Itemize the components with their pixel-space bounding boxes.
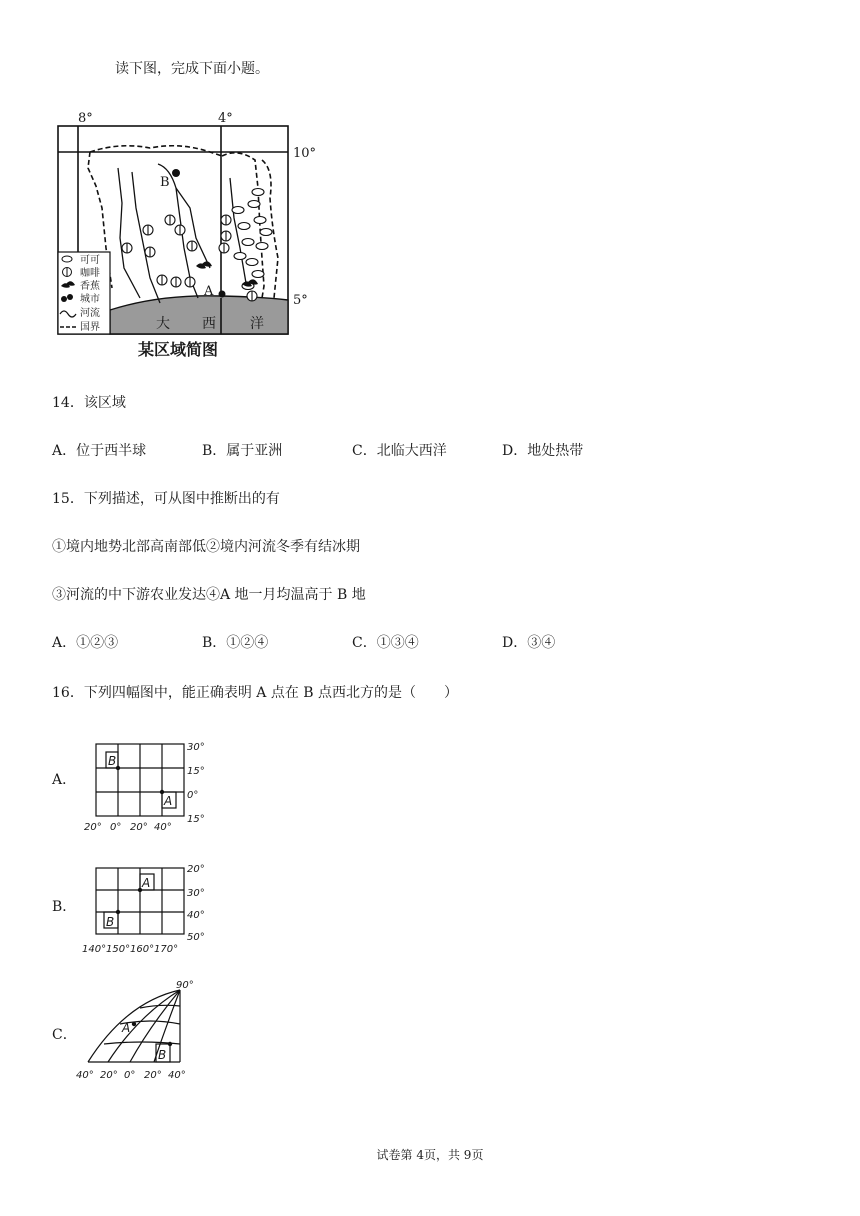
fig-b-lat-3: 40°	[187, 910, 205, 921]
fig-c-pole-label: 90°	[176, 980, 194, 991]
fig-a-point-a: A	[164, 794, 173, 808]
fig-a-lon-1: 20°	[84, 822, 102, 833]
q15-stem: 15．下列描述，可从图中推断出的有	[52, 491, 280, 507]
fig-c-lon-1: 40°	[76, 1070, 94, 1081]
q15-option-d[interactable]: D．③④	[502, 635, 556, 651]
ocean-char-3: 洋	[250, 316, 264, 332]
q15-option-a[interactable]: A．①②③	[52, 635, 119, 651]
point-b-label: B	[160, 175, 170, 190]
fig-c-point-b: B	[158, 1048, 167, 1062]
fig-b-lat-2: 30°	[187, 888, 205, 899]
fig-c-lon-4: 20°	[144, 1070, 162, 1081]
country-borders	[88, 146, 278, 298]
fig-b-point-b: B	[106, 915, 115, 929]
lat-10-label: 10°	[293, 146, 317, 161]
legend-coffee: 咖啡	[80, 268, 100, 279]
region-map	[50, 108, 330, 364]
fig-b-lon-3: 160°	[130, 944, 155, 955]
fig-b-lat-1: 20°	[187, 864, 205, 875]
q16-figure-c	[76, 982, 216, 1086]
q14-option-b[interactable]: B．属于亚洲	[202, 443, 283, 459]
fig-c-lon-5: 40°	[168, 1070, 186, 1081]
q15-statements-2: ③河流的中下游农业发达④A 地一月均温高于 B 地	[52, 587, 366, 603]
fig-a-lon-3: 20°	[130, 822, 148, 833]
q14-option-a[interactable]: A．位于西半球	[52, 443, 147, 459]
fig-c-lon-2: 20°	[100, 1070, 118, 1081]
legend-cocoa: 可可	[80, 255, 100, 266]
coffee-icon	[63, 268, 72, 277]
q16-option-c[interactable]: C．	[52, 1027, 77, 1043]
legend-banana: 香蕉	[80, 281, 100, 292]
fig-c-point-a: A	[122, 1021, 131, 1035]
fig-c-lon-3: 0°	[124, 1070, 136, 1081]
q16-option-a[interactable]: A．	[52, 772, 77, 788]
q16-option-b[interactable]: B．	[52, 899, 77, 915]
map-legend	[58, 252, 110, 334]
legend-city: 城市	[80, 294, 100, 305]
lon-4-label: 4°	[218, 111, 233, 126]
map-caption: 某区域简图	[138, 340, 219, 359]
q16-stem: 16．下列四幅图中，能正确表明 A 点在 B 点西北方的是（ ）	[52, 685, 459, 701]
cocoa-icon	[62, 256, 72, 262]
q14-stem: 14．该区域	[52, 395, 126, 411]
fig-a-lat-2: 15°	[187, 766, 205, 777]
intro-text: 读下图，完成下面小题。	[115, 61, 269, 77]
page-footer: 试卷第 4页，共 9页	[376, 1148, 484, 1162]
fig-a-lat-4: 15°	[187, 814, 205, 825]
q16-figure-a	[80, 738, 220, 836]
city-a	[219, 291, 226, 298]
legend-river: 河流	[80, 308, 100, 319]
fig-b-lon-4: 170°	[154, 944, 179, 955]
lat-5-label: 5°	[293, 293, 308, 308]
legend-border: 国界	[80, 322, 100, 333]
ocean-char-2: 西	[202, 316, 216, 332]
fig-a-lat-1: 30°	[187, 742, 205, 753]
fig-b-lon-1: 140°	[82, 944, 107, 955]
q15-option-b[interactable]: B．①②④	[202, 635, 269, 651]
q14-option-c[interactable]: C．北临大西洋	[352, 443, 447, 459]
ocean-char-1: 大	[156, 316, 170, 332]
fig-b-lon-2: 150°	[106, 944, 131, 955]
fig-a-lon-4: 40°	[154, 822, 172, 833]
q14-option-d[interactable]: D．地处热带	[502, 443, 584, 459]
point-a-label: A	[204, 284, 214, 299]
fig-a-lon-2: 0°	[110, 822, 122, 833]
fig-b-lat-4: 50°	[187, 932, 205, 943]
lon-8-label: 8°	[78, 111, 93, 126]
q15-option-c[interactable]: C．①③④	[352, 635, 419, 651]
fig-a-lat-3: 0°	[187, 790, 199, 801]
city-b	[172, 169, 180, 177]
fig-a-point-b: B	[108, 754, 117, 768]
q16-figure-b	[80, 860, 220, 958]
fig-b-point-a: A	[142, 876, 151, 890]
q15-statements-1: ①境内地势北部高南部低②境内河流冬季有结冰期	[52, 539, 360, 555]
